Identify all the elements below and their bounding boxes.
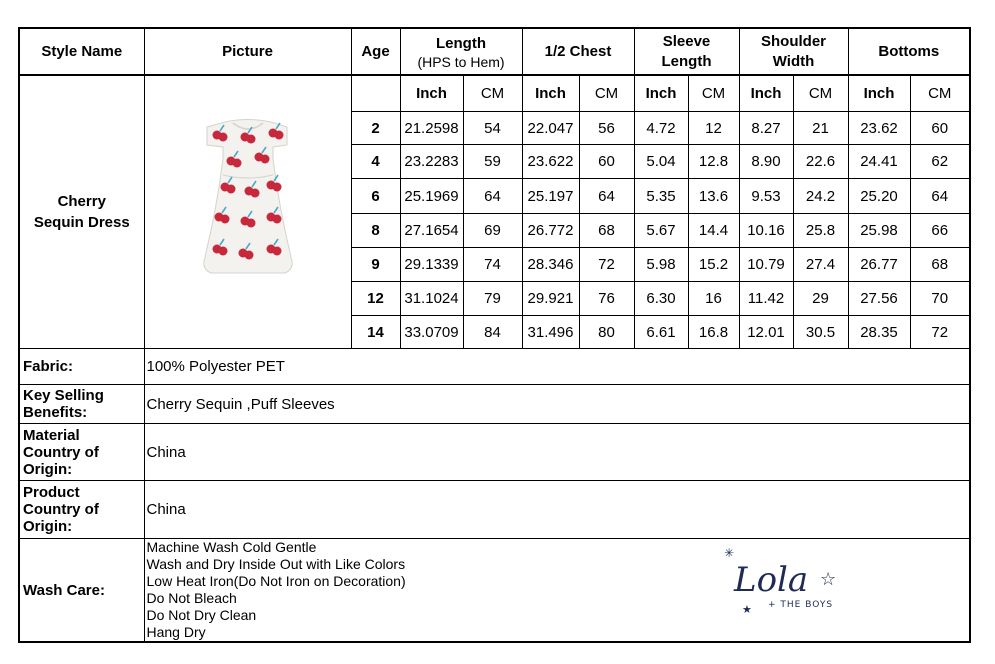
product-origin-row (19, 481, 970, 539)
wash-care-line: Do Not Dry Clean (146, 607, 257, 623)
product-origin-label-1: Product (23, 484, 80, 501)
length-inch-unit: Inch (400, 76, 463, 112)
shoulder-inch-cell: 12.01 (739, 316, 793, 349)
style-name-cell (19, 76, 144, 349)
header-shoulder-2: Width (772, 52, 815, 70)
length-cm-cell: 59 (463, 145, 522, 179)
bottoms-cm-cell: 72 (910, 316, 970, 349)
spec-table-body (18, 75, 971, 643)
age-cell: 12 (351, 282, 400, 316)
shoulder-cm-cell: 25.8 (793, 214, 848, 248)
shoulder-cm-cell: 27.4 (793, 248, 848, 282)
fabric-value: 100% Polyester PET (144, 349, 970, 385)
product-origin-label-2: Country of (23, 501, 99, 518)
wash-care-label: Wash Care: (19, 539, 144, 643)
age-cell: 9 (351, 248, 400, 282)
header-sleeve (634, 28, 739, 75)
wash-care-line: Low Heat Iron(Do Not Iron on Decoration) (146, 573, 406, 589)
bottoms-inch-cell: 28.35 (848, 316, 910, 349)
bottoms-inch-cell: 27.56 (848, 282, 910, 316)
fabric-row (19, 349, 970, 385)
sleeve-cm-cell: 12.8 (688, 145, 739, 179)
age-cell: 8 (351, 214, 400, 248)
brand-logo (720, 547, 850, 617)
chest-cm-cell: 56 (579, 112, 634, 145)
header-length-sub: (HPS to Hem) (417, 53, 505, 70)
product-origin-label-3: Origin: (23, 518, 73, 535)
sleeve-cm-cell: 15.2 (688, 248, 739, 282)
style-name-line-2: Sequin Dress (33, 214, 130, 231)
shoulder-cm-cell: 29 (793, 282, 848, 316)
sleeve-inch-cell: 5.04 (634, 145, 688, 179)
age-cell: 14 (351, 316, 400, 349)
shoulder-inch-cell: 10.79 (739, 248, 793, 282)
wash-care-line: Wash and Dry Inside Out with Like Colors (146, 556, 406, 572)
sparkle-icon: ✳ (723, 547, 734, 560)
bottoms-cm-cell: 66 (910, 214, 970, 248)
sleeve-inch-unit: Inch (634, 76, 688, 112)
material-origin-label (19, 424, 144, 481)
chest-inch-cell: 29.921 (522, 282, 579, 316)
chest-cm-cell: 76 (579, 282, 634, 316)
material-origin-row (19, 424, 970, 481)
header-length-title: Length (436, 34, 486, 52)
wash-care-line: Do Not Bleach (146, 590, 237, 606)
header-sleeve-1: Sleeve (662, 32, 711, 50)
star-outline-icon: ☆ (819, 569, 836, 590)
bottoms-inch-cell: 26.77 (848, 248, 910, 282)
header-age: Age (351, 28, 400, 75)
length-cm-cell: 74 (463, 248, 522, 282)
key-benefits-label-1: Key Selling (23, 387, 104, 404)
sleeve-inch-cell: 5.98 (634, 248, 688, 282)
sleeve-inch-cell: 5.67 (634, 214, 688, 248)
sleeve-cm-cell: 16.8 (688, 316, 739, 349)
header-length (400, 28, 522, 75)
chest-cm-cell: 64 (579, 179, 634, 214)
sleeve-cm-cell: 14.4 (688, 214, 739, 248)
bottoms-cm-cell: 68 (910, 248, 970, 282)
age-cell: 4 (351, 145, 400, 179)
length-cm-unit: CM (463, 76, 522, 112)
material-origin-label-1: Material (23, 426, 80, 444)
sleeve-inch-cell: 4.72 (634, 112, 688, 145)
bottoms-cm-cell: 64 (910, 179, 970, 214)
chest-cm-cell: 60 (579, 145, 634, 179)
age-cell: 6 (351, 179, 400, 214)
chest-cm-unit: CM (579, 76, 634, 112)
shoulder-cm-cell: 24.2 (793, 179, 848, 214)
material-origin-label-3: Origin: (23, 460, 73, 478)
sleeve-cm-unit: CM (688, 76, 739, 112)
length-cm-cell: 54 (463, 112, 522, 145)
bottoms-cm-cell: 60 (910, 112, 970, 145)
length-inch-cell: 31.1024 (400, 282, 463, 316)
shoulder-cm-cell: 22.6 (793, 145, 848, 179)
sleeve-cm-cell: 16 (688, 282, 739, 316)
bottoms-inch-cell: 24.41 (848, 145, 910, 179)
product-origin-value: China (144, 481, 970, 539)
chest-cm-cell: 80 (579, 316, 634, 349)
sleeve-inch-cell: 6.61 (634, 316, 688, 349)
wash-care-value (144, 539, 970, 643)
bottoms-inch-cell: 25.98 (848, 214, 910, 248)
star-icon: ★ (741, 603, 752, 616)
length-cm-cell: 64 (463, 179, 522, 214)
age-cell: 2 (351, 112, 400, 145)
material-origin-value: China (144, 424, 970, 481)
chest-inch-cell: 22.047 (522, 112, 579, 145)
chest-cm-cell: 72 (579, 248, 634, 282)
length-inch-cell: 25.1969 (400, 179, 463, 214)
key-benefits-label (19, 385, 144, 424)
chest-inch-cell: 25.197 (522, 179, 579, 214)
header-shoulder (739, 28, 848, 75)
shoulder-inch-cell: 9.53 (739, 179, 793, 214)
key-benefits-value: Cherry Sequin ,Puff Sleeves (144, 385, 970, 424)
product-origin-label (19, 481, 144, 539)
header-chest: 1/2 Chest (522, 28, 634, 75)
chest-inch-cell: 26.772 (522, 214, 579, 248)
length-inch-cell: 33.0709 (400, 316, 463, 349)
header-bottoms: Bottoms (848, 28, 970, 75)
bottoms-inch-cell: 23.62 (848, 112, 910, 145)
fabric-label: Fabric: (19, 349, 144, 385)
chest-inch-cell: 28.346 (522, 248, 579, 282)
sleeve-cm-cell: 13.6 (688, 179, 739, 214)
product-image (145, 77, 352, 347)
style-name-line-1: Cherry (57, 193, 106, 210)
header-shoulder-1: Shoulder (761, 32, 827, 50)
header-picture: Picture (144, 28, 351, 75)
length-inch-cell: 21.2598 (400, 112, 463, 145)
wash-care-line: Hang Dry (146, 624, 206, 640)
shoulder-cm-cell: 21 (793, 112, 848, 145)
sleeve-inch-cell: 6.30 (634, 282, 688, 316)
bottoms-cm-cell: 62 (910, 145, 970, 179)
chest-cm-cell: 68 (579, 214, 634, 248)
shoulder-inch-cell: 10.16 (739, 214, 793, 248)
chest-inch-unit: Inch (522, 76, 579, 112)
length-cm-cell: 69 (463, 214, 522, 248)
shoulder-inch-cell: 8.90 (739, 145, 793, 179)
brand-logo-tagline: + THE BOYS (767, 600, 833, 610)
length-cm-cell: 79 (463, 282, 522, 316)
length-inch-cell: 23.2283 (400, 145, 463, 179)
material-origin-label-2: Country of (23, 443, 99, 461)
bottoms-inch-unit: Inch (848, 76, 910, 112)
wash-care-line: Machine Wash Cold Gentle (146, 539, 317, 555)
header-sleeve-2: Length (661, 52, 712, 70)
picture-cell (144, 76, 351, 349)
shoulder-inch-cell: 11.42 (739, 282, 793, 316)
brand-logo-name: Lola (733, 560, 808, 600)
chest-inch-cell: 31.496 (522, 316, 579, 349)
header-style-name: Style Name (19, 28, 144, 75)
length-inch-cell: 27.1654 (400, 214, 463, 248)
bottoms-cm-cell: 70 (910, 282, 970, 316)
length-inch-cell: 29.1339 (400, 248, 463, 282)
sleeve-cm-cell: 12 (688, 112, 739, 145)
spec-table (18, 27, 971, 76)
bottoms-cm-unit: CM (910, 76, 970, 112)
sleeve-inch-cell: 5.35 (634, 179, 688, 214)
key-benefits-label-2: Benefits: (23, 404, 88, 421)
key-benefits-row (19, 385, 970, 424)
shoulder-inch-unit: Inch (739, 76, 793, 112)
bottoms-inch-cell: 25.20 (848, 179, 910, 214)
shoulder-cm-cell: 30.5 (793, 316, 848, 349)
chest-inch-cell: 23.622 (522, 145, 579, 179)
shoulder-cm-unit: CM (793, 76, 848, 112)
length-cm-cell: 84 (463, 316, 522, 349)
shoulder-inch-cell: 8.27 (739, 112, 793, 145)
age-unit-spacer (351, 76, 400, 112)
wash-care-row (19, 539, 970, 643)
